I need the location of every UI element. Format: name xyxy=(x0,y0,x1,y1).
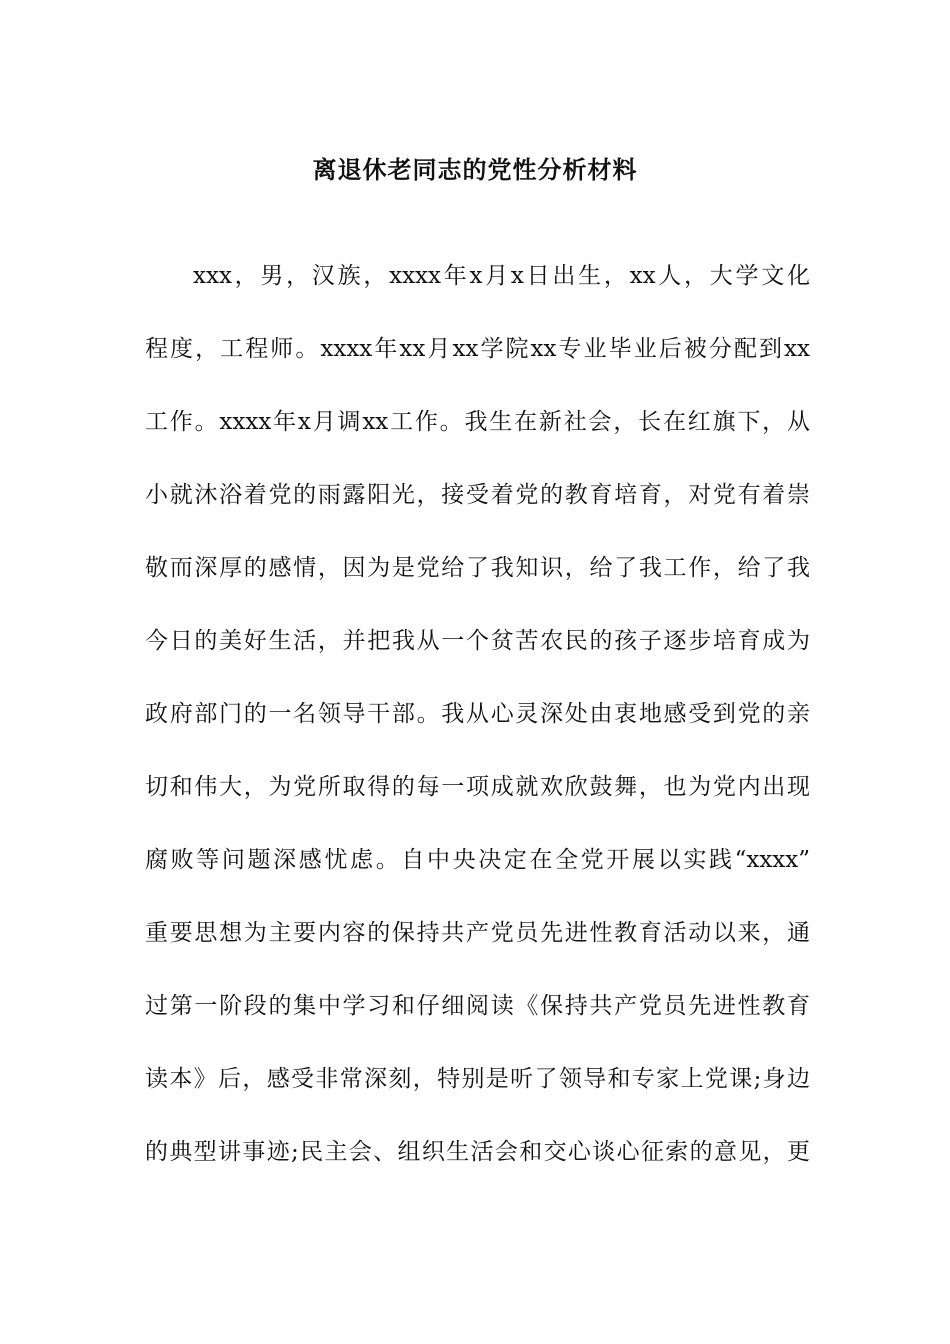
body-line: 敬而深厚的感情，因为是党给了我知识，给了我工作，给了我 xyxy=(145,555,810,581)
body-line: 今日的美好生活，并把我从一个贫苦农民的孩子逐步培育成为 xyxy=(145,628,810,654)
body-line: 小就沐浴着党的雨露阳光，接受着党的教育培育，对党有着崇 xyxy=(145,482,810,508)
body-line: xxx，男，汉族，xxxx年x月x日出生，xx人，大学文化 xyxy=(193,263,810,289)
body-line: 切和伟大，为党所取得的每一项成就欢欣鼓舞，也为党内出现 xyxy=(145,774,810,800)
body-line: 程度，工程师。xxxx年xx月xx学院xx专业毕业后被分配到xx xyxy=(145,336,810,362)
body-line: 过第一阶段的集中学习和仔细阅读《保持共产党员先进性教育 xyxy=(145,993,810,1019)
body-line: 的典型讲事迹;民主会、组织生活会和交心谈心征索的意见，更 xyxy=(145,1139,810,1165)
document-title: 离退休老同志的党性分析材料 xyxy=(312,156,638,185)
document-body xyxy=(145,254,810,1203)
body-line: 读本》后，感受非常深刻，特别是听了领导和专家上党课;身边 xyxy=(145,1066,810,1092)
body-line: 工作。xxxx年x月调xx工作。我生在新社会，长在红旗下，从 xyxy=(145,409,810,435)
body-line: 政府部门的一名领导干部。我从心灵深处由衷地感受到党的亲 xyxy=(145,701,810,727)
body-line: 腐败等问题深感忧虑。自中央决定在全党开展以实践“xxxx” xyxy=(145,847,810,873)
body-line: 重要思想为主要内容的保持共产党员先进性教育活动以来，通 xyxy=(145,920,810,946)
